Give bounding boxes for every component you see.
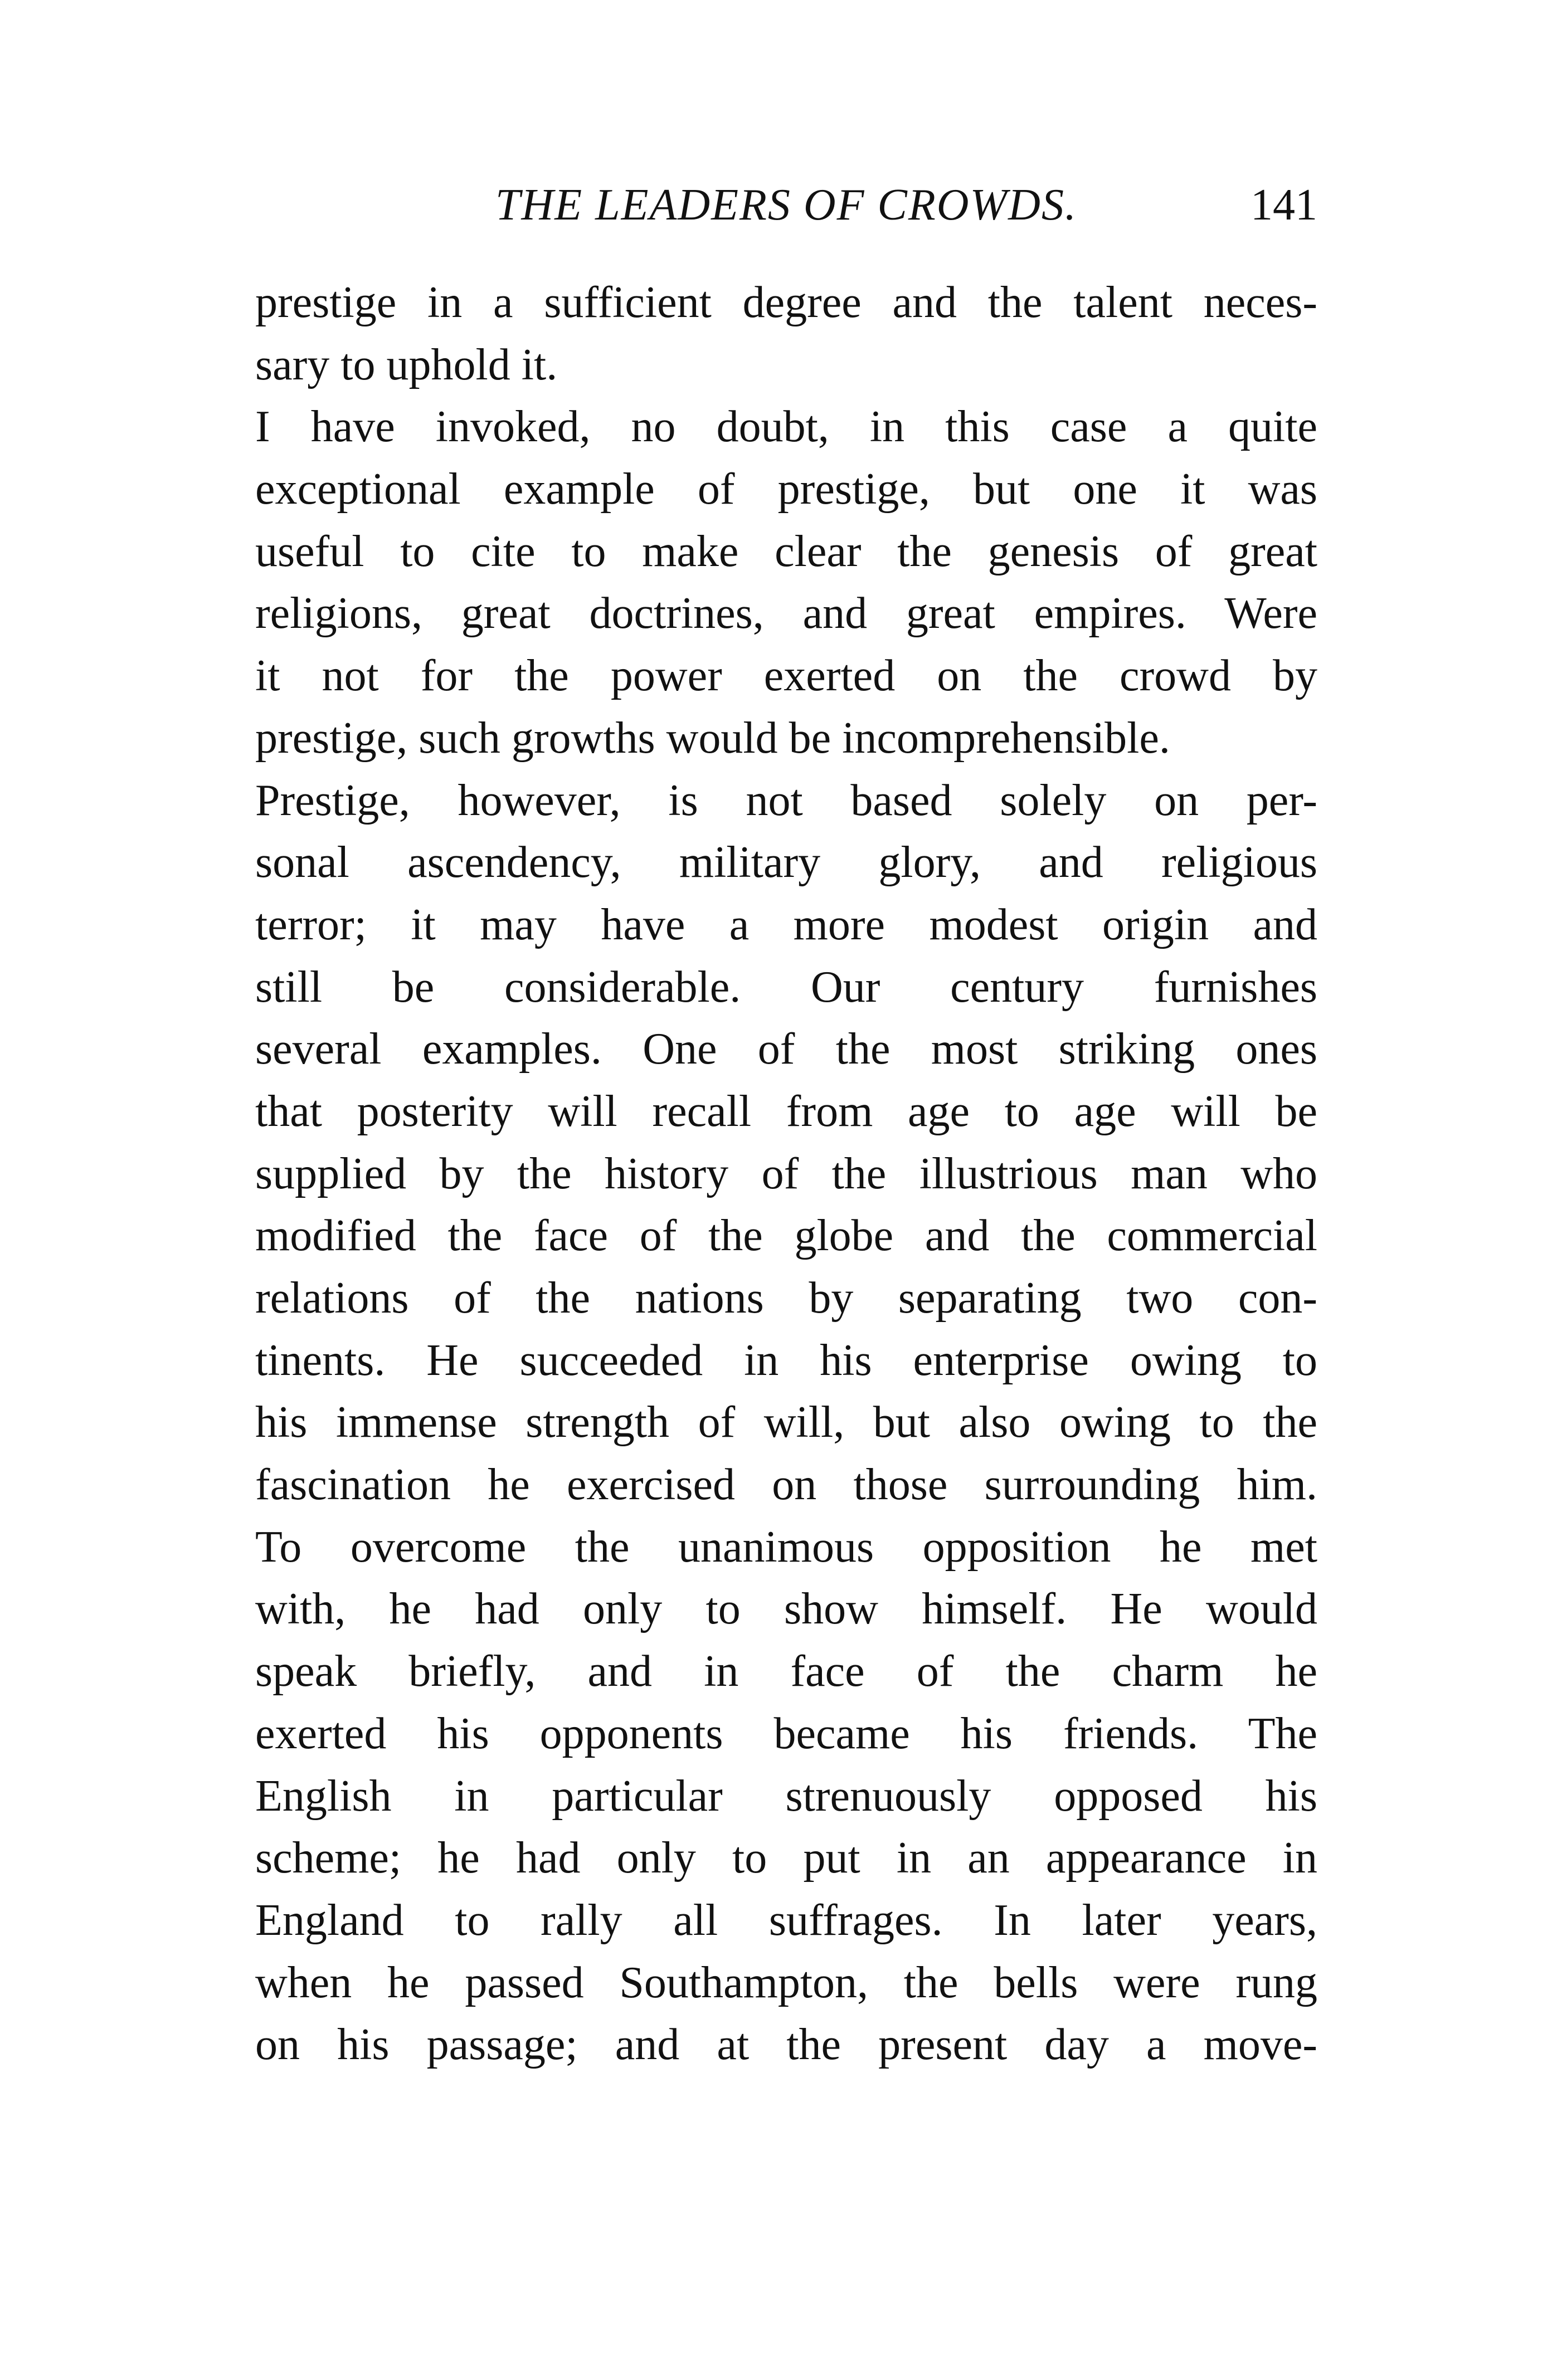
text-line: fascination he exercised on those surrounding him.: [255, 1460, 1317, 1510]
text-line: still be considerable. Our century furnishes: [255, 962, 1317, 1012]
text-line: speak briefly, and in face of the charm he: [255, 1647, 1317, 1696]
text-line: that posterity will recall from age to age will be: [255, 1086, 1317, 1136]
text-line: relations of the nations by separating two con-: [255, 1274, 1317, 1323]
text-line: it not for the power exerted on the crowd by: [255, 651, 1317, 701]
text-line: prestige in a sufficient degree and the talent neces-: [255, 278, 1317, 327]
text-line: exerted his opponents became his friends. The: [255, 1709, 1317, 1758]
text-line: terror; it may have a more modest origin and: [255, 900, 1317, 949]
running-head: [255, 177, 1317, 233]
text-line: To overcome the unanimous opposition he met: [255, 1522, 1317, 1572]
body-text: [255, 272, 1317, 2076]
text-line: supplied by the history of the illustrious man who: [255, 1149, 1317, 1198]
text-line: his immense strength of will, but also owing to the: [255, 1398, 1317, 1447]
text-line: I have invoked, no doubt, in this case a quite: [255, 402, 1317, 452]
text-line: when he passed Southampton, the bells were rung: [255, 1958, 1317, 2007]
text-line: tinents. He succeeded in his enterprise owing to: [255, 1335, 1317, 1385]
text-line: Prestige, however, is not based solely on per-: [255, 776, 1317, 825]
text-line: several examples. One of the most striking ones: [255, 1025, 1317, 1074]
text-line: religions, great doctrines, and great empires. Were: [255, 589, 1317, 638]
text-line: on his passage; and at the present day a move-: [255, 2020, 1317, 2070]
text-line: modified the face of the globe and the commercial: [255, 1211, 1317, 1261]
text-line: scheme; he had only to put in an appearance in: [255, 1833, 1317, 1883]
text-line: sonal ascendency, military glory, and religious: [255, 838, 1317, 887]
text-line: England to rally all suffrages. In later years,: [255, 1895, 1317, 1945]
text-line: useful to cite to make clear the genesis of great: [255, 526, 1317, 576]
text-line: exceptional example of prestige, but one it was: [255, 465, 1317, 514]
running-title: THE LEADERS OF CROWDS.: [495, 181, 1077, 230]
text-line: prestige, such growths would be incomprehensible.: [255, 713, 1170, 763]
text-line: English in particular strenuously opposed his: [255, 1771, 1317, 1821]
text-line: sary to uphold it.: [255, 340, 558, 389]
page-number: 141: [1251, 181, 1317, 230]
text-line: with, he had only to show himself. He would: [255, 1584, 1317, 1634]
